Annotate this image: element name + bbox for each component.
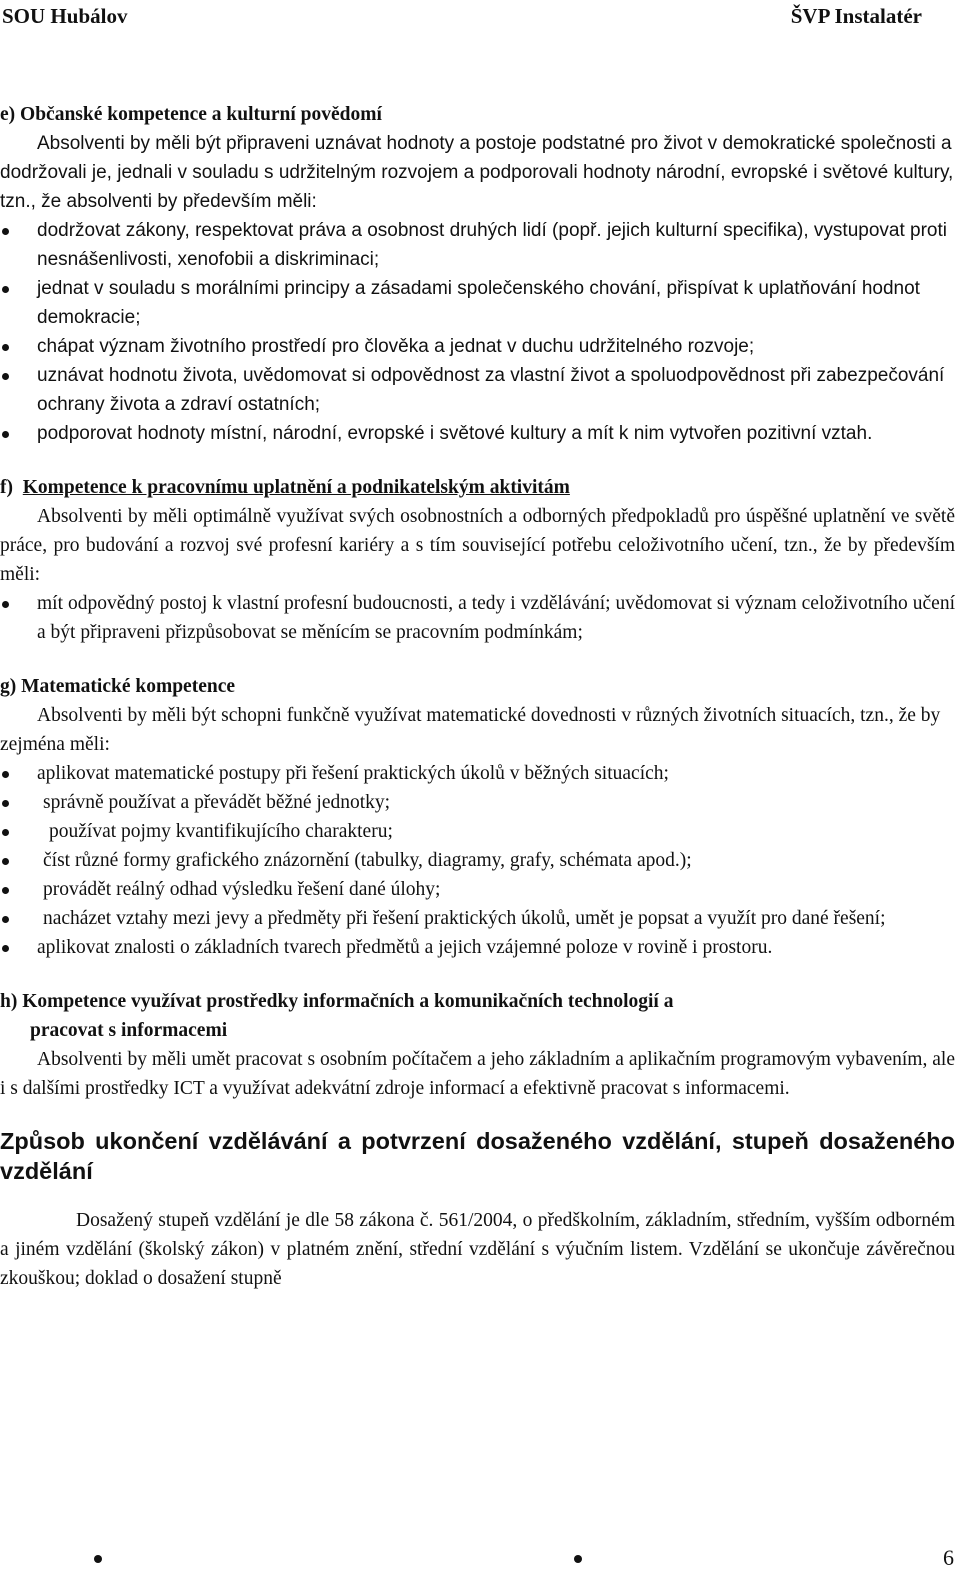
section-e-title: e) Občanské kompetence a kulturní povědomí [0,104,382,125]
list-item: dodržovat zákony, respektovat práva a osobnost druhých lidí (popř. jejich kulturní specifika), vystupovat proti nesnášenlivosti, xenofobii a diskriminaci; [0,216,955,274]
section-g-title: g) Matematické kompetence [0,676,235,697]
list-item: číst různé formy grafického znázornění (tabulky, diagramy, grafy, schémata apod.); [0,846,955,875]
section-e-list [0,216,955,448]
school-name: SOU Hubálov [2,4,128,28]
section-h-title-line2: pracovat s informacemi [30,1020,228,1041]
section-e-intro: Absolventi by měli být připraveni uznávat hodnoty a postoje podstatné pro život v demokratické společnosti a dodržovali je, jednali v souladu s udržitelným rozvojem a podporovali hodnoty národní, evropské i světové kultury, tzn., že absolventi by především měli: [0,133,954,212]
section-h-intro: Absolventi by měli umět pracovat s osobním počítačem a jeho základním a aplikačním programovým vybavením, ale i s dalšími prostředky ICT a využívat adekvátní zdroje informací a efektivně pracovat s informacemi. [0,1049,955,1099]
list-item: používat pojmy kvantifikujícího charakteru; [0,817,955,846]
section-g-list [0,759,955,962]
list-item: aplikovat znalosti o základních tvarech předmětů a jejich vzájemné poloze v rovině i prostoru. [0,933,955,962]
list-item: jednat v souladu s morálními principy a zásadami společenského chování, přispívat k uplatňování hodnot demokracie; [0,274,955,332]
list-item: chápat význam životního prostředí pro člověka a jednat v duchu udržitelného rozvoje; [0,332,955,361]
page-header [0,4,960,34]
completion-title: Způsob ukončení vzdělávání a potvrzení dosaženého vzdělání, stupeň dosaženého vzdělání [0,1128,955,1184]
list-item: nacházet vztahy mezi jevy a předměty při řešení praktických úkolů, umět je popsat a využít pro dané řešení; [0,904,955,933]
section-f-title [0,473,955,502]
list-item: aplikovat matematické postupy při řešení praktických úkolů v běžných situacích; [0,759,955,788]
section-f-prefix: f) [0,477,23,498]
list-item: mít odpovědný postoj k vlastní profesní budoucnosti, a tedy i vzdělávání; uvědomovat si význam celoživotního učení a být připraveni přizpůsobovat se měnícím se pracovním podmínkám; [0,589,955,647]
section-h-title-line1: h) Kompetence využívat prostředky informačních a komunikačních technologií a [0,991,674,1012]
completion-text: Dosažený stupeň vzdělání je dle 58 zákona č. 561/2004, o předškolním, základním, středním, vyšším odborném a jiném vzdělání (školský zákon) v platném znění, střední vzdělání s výučním listem. Vzdělání se ukončuje závěrečnou zkouškou; doklad o dosažení stupně [0,1210,955,1289]
page-number: 6 [943,1545,954,1570]
document-body [0,100,955,1293]
list-item: podporovat hodnoty místní, národní, evropské i světové kultury a mít k nim vytvořen pozitivní vztah. [0,419,955,448]
footer-bullet-icon [574,1555,582,1563]
section-f-intro: Absolventi by měli optimálně využívat svých osobnostních a odborných předpokladů pro úspěšné uplatnění ve světě práce, pro budování a rozvoj své profesní kariéry a s tím související potřebu celoživotního učení, tzn., že by především měli: [0,506,955,585]
list-item: provádět reálný odhad výsledku řešení dané úlohy; [0,875,955,904]
list-item: uznávat hodnotu života, uvědomovat si odpovědnost za vlastní život a spoluodpovědnost při zabezpečování ochrany života a zdraví ostatních; [0,361,955,419]
footer-bullet-icon [94,1555,102,1563]
program-name: ŠVP Instalatér [790,4,922,28]
section-g-intro: Absolventi by měli být schopni funkčně využívat matematické dovednosti v různých životních situacích, tzn., že by zejména měli: [0,705,941,755]
section-f-title-text: Kompetence k pracovnímu uplatnění a podnikatelským aktivitám [22,477,570,498]
section-f-list [0,589,955,647]
list-item: správně používat a převádět běžné jednotky; [0,788,955,817]
